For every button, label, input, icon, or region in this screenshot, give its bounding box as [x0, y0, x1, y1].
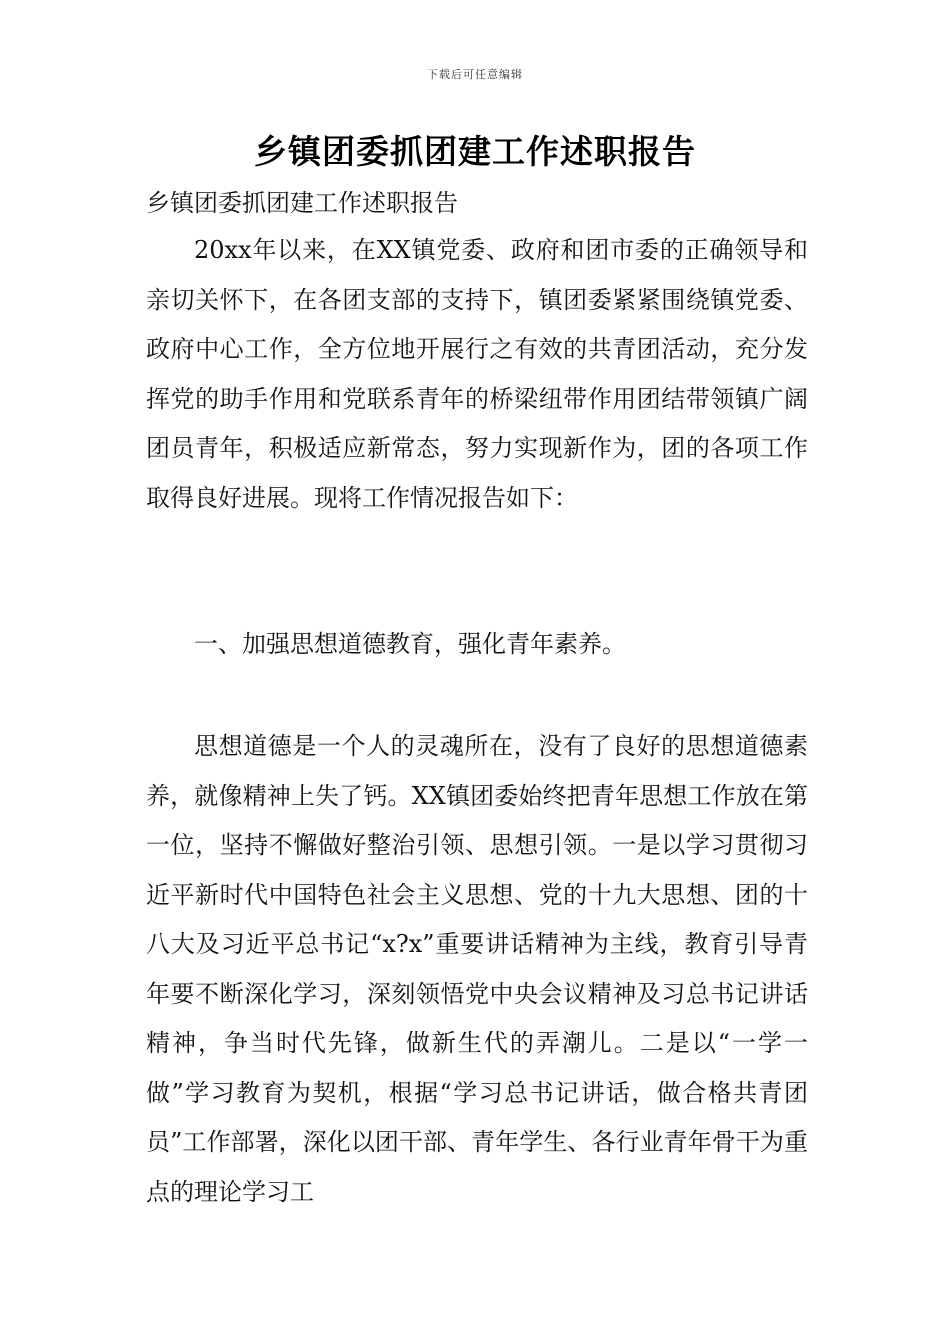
document-title: 乡镇团委抓团建工作述职报告: [254, 132, 696, 171]
document-subtitle: 乡镇团委抓团建工作述职报告: [146, 189, 458, 217]
section-heading: 一、加强思想道德教育，强化青年素养。: [194, 630, 626, 658]
intro-paragraph: 20xx年以来，在XX镇党委、政府和团市委的正确领导和亲切关怀下，在各团支部的支持下，镇团委紧紧围绕镇党委、政府中心工作，全方位地开展行之有效的共青团活动，充分发挥党的助手作用和党联系青年的桥梁纽带作用团结带领镇广阔团员青年，积极适应新常态，努力实现新作为，团的各项工作取得良好进展。现将工作情况报告如下：: [146, 236, 808, 512]
header-note: 下载后可任意编辑: [427, 68, 523, 81]
body-paragraph: 思想道德是一个人的灵魂所在，没有了良好的思想道德素养，就像精神上失了钙。XX镇团委始终把青年思想工作放在第一位，坚持不懈做好整治引领、思想引领。一是以学习贯彻习近平新时代中国特色社会主义思想、党的十九大思想、团的十八大及习近平总书记“x?x”重要讲话精神为主线，教育引导青年要不断深化学习，深刻领悟党中央会议精神及习总书记讲话精神，争当时代先锋，做新生代的弄潮儿。二是以“一学一做”学习教育为契机，根据“学习总书记讲话，做合格共青团员”工作部署，深化以团干部、青年学生、各行业青年骨干为重点的理论学习工: [146, 732, 808, 1206]
